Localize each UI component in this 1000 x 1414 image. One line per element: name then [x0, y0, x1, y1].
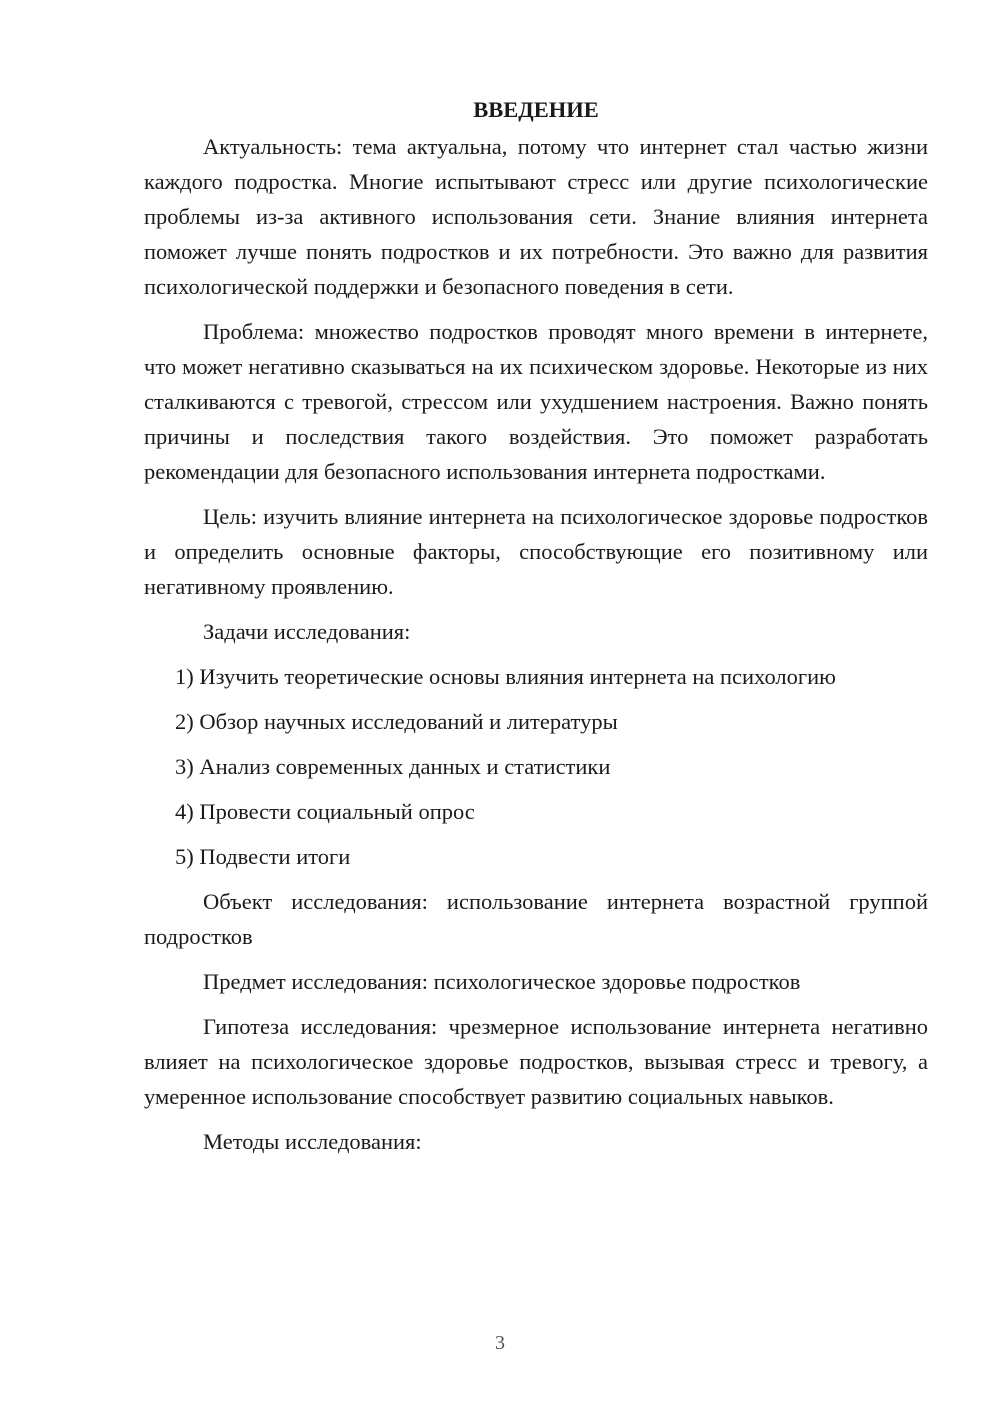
page-title: ВВЕДЕНИЕ: [473, 97, 599, 122]
list-item: 1) Изучить теоретические основы влияния интернета на психологию: [175, 664, 836, 689]
methods-paragraph: Методы исследования:: [203, 1129, 422, 1154]
problem-paragraph: Проблема: множество подростков проводят много времени в интернете, что может негативно сказываться на их психическом здоровье. Некоторые из них сталкиваются с тревогой, стрессом или ухудшением настроения. Важно понять причины и последствия такого воздействия. Это поможет разработать рекомендации для безопасного использования интернета подростками.: [144, 319, 928, 484]
list-item: 3) Анализ современных данных и статистики: [175, 754, 611, 779]
subject-paragraph: Предмет исследования: психологическое здоровье подростков: [203, 969, 801, 994]
list-item: 5) Подвести итоги: [175, 844, 351, 869]
page-number: 3: [495, 1332, 505, 1354]
tasks-heading: Задачи исследования:: [203, 619, 411, 644]
object-paragraph: Объект исследования: использование интернета возрастной группой подростков: [144, 889, 928, 949]
goal-paragraph: Цель: изучить влияние интернета на психологическое здоровье подростков и определить основные факторы, способствующие его позитивному или негативному проявлению.: [144, 504, 928, 599]
relevance-paragraph: Актуальность: тема актуальна, потому что интернет стал частью жизни каждого подростка. Многие испытывают стресс или другие психологические проблемы из-за активного использования сети. Знание влияния интернета поможет лучше понять подростков и их потребности. Это важно для развития психологической поддержки и безопасного поведения в сети.: [144, 134, 928, 299]
task-list: [144, 659, 928, 874]
page-content: [144, 92, 928, 1169]
list-item: 2) Обзор научных исследований и литературы: [175, 709, 618, 734]
hypothesis-paragraph: Гипотеза исследования: чрезмерное использование интернета негативно влияет на психологическое здоровье подростков, вызывая стресс и тревогу, а умеренное использование способствует развитию социальных навыков.: [144, 1014, 928, 1109]
list-item: 4) Провести социальный опрос: [175, 799, 475, 824]
